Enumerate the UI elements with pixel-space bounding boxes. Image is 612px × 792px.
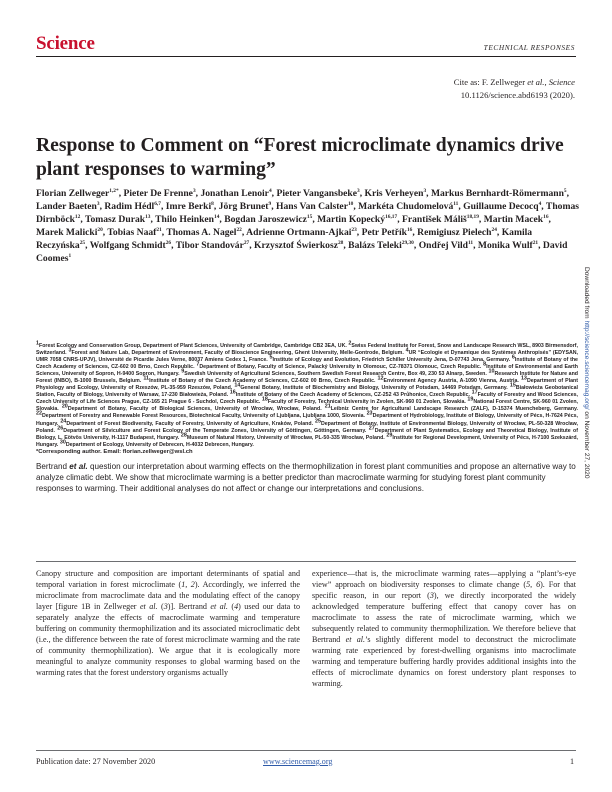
affiliation-number: 21 [324, 403, 331, 410]
author-affiliation-mark: 22 [236, 227, 242, 234]
author [276, 188, 359, 199]
cite-etal: et al. [527, 77, 545, 87]
affiliation-text: Department of Botany, Faculty of Science, Palacký University in Olomouc, CZ-78371 Olomouc, Czech Republic. [199, 364, 482, 371]
header-divider [36, 56, 576, 57]
author-name: Wolfgang Schmidt [89, 240, 166, 252]
section-divider [36, 561, 576, 562]
author-affiliation-mark: 27 [243, 240, 250, 247]
author-name: Markus Bernhardt-Römermann [430, 188, 564, 199]
author [200, 188, 271, 199]
body-text: ). For that specific reason, in our report ( [312, 580, 576, 601]
ref-link[interactable]: 3 [429, 591, 434, 601]
cite-journal: Science [548, 77, 575, 87]
body-text: , [530, 580, 537, 590]
publication-date: Publication date: 27 November 2020 [36, 757, 156, 766]
citation-block [454, 76, 575, 101]
author [358, 201, 458, 212]
affiliation [324, 403, 578, 413]
affiliation [143, 375, 376, 385]
affiliation [180, 431, 385, 441]
body-text: ), we directly incorporated the widely acknowledged temperature buffering effect that canopy cover has on macroclimate to assess the rate of microclimate warming, which we subsequently related to community thermophilization. We therefore believe that Bertrand [312, 591, 576, 645]
author [85, 214, 151, 225]
body-text: experience—that is, the microclimate warming rates—applying a “plant’s-eye view” approach on biodiversity responses to climate change ( [312, 569, 576, 590]
author-affiliation-mark: 1,2* [109, 187, 119, 194]
affiliation-number: 10 [488, 368, 495, 375]
author [417, 227, 497, 238]
author-name: Kamila Reczyńska [36, 227, 533, 252]
author-affiliation-mark: 26 [165, 240, 172, 247]
author [166, 201, 214, 212]
affiliation-number: 4 [405, 347, 409, 354]
body-text: ( [227, 602, 235, 612]
author [176, 240, 250, 251]
author-affiliation-mark: 6,7 [154, 200, 161, 207]
affiliation-text: Institute of Botany of the Czech Academy of Sciences, CZ-602 00 Brno, Czech Republic. [36, 357, 578, 371]
author-affiliation-mark: 11 [468, 240, 474, 247]
author-name: Thomas A. Nagel [166, 227, 237, 239]
author [484, 214, 549, 225]
author-affiliation-mark: 3 [357, 187, 360, 194]
author-name: Petr Petřík [361, 227, 407, 239]
author-name: Kris Verheyen [364, 188, 424, 199]
author-name: Balázs Teleki [348, 240, 402, 252]
affiliation-number: 9 [181, 368, 185, 375]
affiliation-text: Institute of Botany of the Czech Academy of Sciences, CZ-602 00 Brno, Czech Republic. [149, 378, 376, 385]
affiliation-text: Environment Agency Austria, A-1090 Vienna, Austria. [383, 378, 519, 385]
author-name: Monika Wulf [477, 240, 533, 252]
ref-link[interactable]: 5 [526, 580, 531, 590]
affiliation-text: Swedish University of Agricultural Sciences, Southern Swedish Forest Research Centre, Box 49, 230 53 Alnarp, Sweden. [184, 371, 487, 378]
affiliation-number: 27 [368, 424, 375, 431]
author-name: Tibor Standovár [175, 240, 244, 252]
author-name: Jonathan Lenoir [200, 188, 269, 199]
author-name: Martin Kopecký [317, 214, 386, 226]
affiliation-text: Forest and Nature Lab, Department of Environment, Faculty of Bioscience Engineering, Ghent University, Melle-Gontrode, Belgium. [71, 350, 404, 357]
abstract [36, 461, 576, 495]
author [219, 201, 272, 212]
affiliation [234, 382, 508, 392]
affiliation-number: 3 [68, 347, 72, 354]
ref-link[interactable]: 2 [190, 580, 195, 590]
affiliation-number: 28 [180, 431, 187, 438]
author-name: Thilo Heinken [155, 214, 215, 226]
science-logo: Science [36, 33, 95, 54]
affiliation-number: 24 [60, 417, 67, 424]
abstract-etal: et al. [69, 462, 88, 471]
author-affiliation-mark: 5 [563, 187, 567, 194]
affiliation-number: 13 [520, 375, 527, 382]
affiliation-number: 12 [377, 375, 384, 382]
body-text: ’s slightly different model to deconstruct the microclimate warming rate experienced by forest-dwelling organisms into macroclimate warming and temperature buffering hardly provides additional insights into the effects of microclimate dynamics on forest understory plant responses to warming. [312, 635, 577, 689]
author [224, 214, 312, 225]
author-affiliation-mark: 1 [68, 253, 72, 260]
author-name: Markéta Chudomelová [358, 201, 454, 213]
author-name: Tomasz Durak [84, 214, 146, 226]
author [36, 188, 119, 199]
author [478, 240, 538, 251]
affiliation-text: Department of Ecology, University of Debrecen, H-4032 Debrecen, Hungary. [65, 441, 254, 448]
affiliation-number: 8 [483, 361, 487, 368]
author-affiliation-mark: 9 [268, 200, 272, 207]
affiliation [60, 417, 314, 427]
author-name: Krzysztof Świerkosz [254, 240, 338, 252]
author [36, 201, 100, 212]
body-column-right [312, 568, 576, 690]
author-name: Guillaume Decocq [463, 201, 539, 213]
affiliation-number: 23 [366, 410, 373, 417]
author-name: Jörg Brunet [218, 201, 269, 213]
abstract-lead: Bertrand [36, 462, 70, 471]
affiliation-text: Leibniz Centre for Agricultural Landscape Research (ZALF), D-15374 Muencheberg, Germany. [330, 406, 578, 413]
abstract-rest: question our interpretation about warming effects on the thermophilization in forest plant communities and propose an alternative way to analyze climatic debt. We show that microclimate warming is a better predictor than macroclimate warming for studying forest plant community responses to warming. Their additional analyses do not affect or change our interpretations and conclusions. [36, 462, 576, 494]
author-affiliation-mark: 10 [347, 200, 354, 207]
affiliation-text: Białowieża Geobotanical Station, Faculty of Biology, University of Warsaw, 17-230 Białowieża, Poland. [36, 385, 578, 399]
author-name: Adrienne Ortmann-Ajkai [246, 227, 352, 239]
author-name: František Máliš [402, 214, 467, 226]
affiliation-number: 20 [61, 403, 68, 410]
author [124, 188, 196, 199]
body-column-left [36, 568, 300, 678]
author-affiliation-mark: 12 [74, 214, 81, 220]
affiliation [61, 403, 322, 413]
download-link[interactable]: http://science.sciencemag.org/ [583, 320, 590, 410]
author-affiliation-mark: 29,30 [401, 240, 414, 247]
affiliation [196, 361, 482, 371]
affiliation-text: Institute of Environmental and Earth Sciences, University of Sopron, H-9400 Sopron, Hungary. [36, 364, 578, 378]
affiliation-number: 26 [57, 424, 64, 431]
download-note-prefix: Downloaded from [583, 267, 590, 321]
body-text: , [185, 580, 191, 590]
author-name: Pieter Vangansbeke [276, 188, 358, 199]
affiliation-text: General Botany, Institute of Biochemistry and Biology, University of Potsdam, 14469 Potsdam, Germany. [240, 385, 508, 392]
author-affiliation-mark: 4 [268, 187, 272, 194]
author-name: Bogdan Jaroszewicz [224, 214, 307, 226]
affiliation-text: Institute of Ecology and Evolution, Friedrich Schiller University Jena, D-07743 Jena, Germany. [272, 357, 511, 364]
affiliation-text: Institute for Regional Development, University of Pécs, H-7100 Szekszárd, Hungary. [36, 434, 578, 448]
affiliation [36, 340, 347, 349]
affiliation-number: 16 [229, 389, 236, 396]
affiliation-text: Department of Hydrobiology, Institute of Biology, University of Pécs, H-7624 Pécs, Hungary. [36, 413, 578, 427]
author [431, 188, 567, 199]
cite-prefix: Cite as: F. Zellweger [453, 77, 528, 87]
affiliation-list [36, 340, 579, 449]
author-affiliation-mark: 11 [453, 200, 459, 207]
cite-doi: 10.1126/science.abd6193 (2020). [460, 89, 575, 100]
author-name: Remigiusz Pielech [417, 227, 492, 239]
affiliation-number: 2 [348, 340, 352, 347]
affiliation-number: 14 [234, 382, 241, 389]
author [419, 240, 473, 251]
affiliation-number: 22 [36, 410, 42, 417]
author-name: Martin Macek [483, 214, 544, 226]
author-affiliation-mark: 16 [543, 214, 549, 220]
affiliation-number: 5 [269, 354, 273, 361]
author-name: Tobias Naaf [107, 227, 157, 239]
author [254, 240, 343, 251]
author [348, 240, 414, 251]
author-affiliation-mark: 3 [192, 187, 196, 194]
affiliation-text: Department of Plant Systematics, Ecology and Theoretical Biology, Institute of Biology, L. Eötvös University, H-1117 Budapest, Hungary. [36, 427, 578, 441]
affiliation-text: Research Institute for Nature and Forest (INBO), B-1000 Brussels, Belgium. [36, 371, 579, 385]
author [107, 227, 161, 238]
author-affiliation-mark: 8 [211, 200, 214, 207]
author-name: Ondřej Vild [418, 240, 468, 252]
author [90, 240, 171, 251]
ref-link[interactable]: 6 [536, 580, 541, 590]
author [155, 214, 219, 225]
affiliation-number: 19 [467, 396, 474, 403]
affiliation-text: Department of Forest Biodiversity, Faculty of Forestry, University of Agriculture, Kraków, Poland. [66, 420, 314, 427]
body-etal: et al. [345, 635, 366, 645]
affiliation-number: 17 [471, 389, 478, 396]
author-name: Thomas Dirnböck [36, 201, 579, 226]
affiliation-text: Faculty of Forestry and Wood Sciences, Czech University of Life Sciences Prague, CZ-165 21 Prague 6 - Suchdol, Czech Republic. [36, 392, 578, 406]
author-affiliation-mark: 20 [97, 227, 103, 234]
affiliation-number: 25 [314, 417, 321, 424]
author-affiliation-mark: 4 [538, 200, 542, 207]
author [36, 227, 103, 238]
ref-link[interactable]: 1 [181, 580, 186, 590]
author [362, 227, 413, 238]
affiliation-number: 11 [143, 375, 150, 382]
affiliation [269, 354, 511, 364]
author-name: Lander Baeten [36, 201, 97, 213]
affiliation-text: Institute of Botany of the Czech Academy of Sciences, CZ-252 43 Průhonice, Czech Republic. [235, 392, 470, 399]
author [104, 201, 161, 212]
body-etal: et al. [139, 602, 158, 612]
cite-line [454, 76, 575, 89]
affiliation-number: 18 [261, 396, 268, 403]
page-number: 1 [569, 757, 574, 766]
author-name: Florian Zellweger [36, 188, 110, 199]
affiliation-text: UR “Ecologie et Dynamique des Systèmes Anthropisés” (EDYSAN, UMR 7058 CNRS-UPJV), Université de Picardie Jules Verne, 80037 Amiens Cedex 1, France. [36, 350, 578, 364]
body-text: )]. Bertrand [167, 602, 211, 612]
article-title: Response to Comment on “Forest microclimate dynamics drive plant responses to warming” [36, 135, 564, 180]
author-affiliation-mark: 14 [214, 214, 220, 220]
affiliation-text: Museum of Natural History, University of Wrocław, PL-50-335 Wrocław, Poland. [186, 434, 385, 441]
author-affiliation-mark: 23 [351, 227, 357, 234]
section-label: TECHNICAL RESPONSES [483, 43, 575, 52]
author-affiliation-mark: 16 [406, 227, 413, 234]
ref-link[interactable]: 4 [234, 602, 239, 612]
author-name: Pieter De Frenne [123, 188, 193, 199]
author [402, 214, 479, 225]
footer-divider [36, 750, 576, 751]
body-text: Canopy structure and composition are important determinants of spatial and temporal variation in forest microclimate ( [36, 569, 300, 590]
affiliation [68, 347, 404, 357]
affiliation-number: 29 [386, 431, 393, 438]
affiliation-text: Swiss Federal Institute for Forest, Snow and Landscape Research WSL, 8903 Birmensdorf, Switzerland. [36, 343, 578, 357]
affiliation [261, 396, 466, 406]
author-name: Marek Malicki [36, 227, 98, 239]
affiliation-text: Department of Botany, Institute of Environmental Biology, University of Wrocław, PL-50-328 Wrocław, Poland. [36, 420, 578, 434]
affiliation-number: 7 [196, 361, 200, 368]
author-name: Radim Hédl [104, 201, 155, 213]
author [365, 188, 427, 199]
author-affiliation-mark: 13 [145, 214, 151, 220]
author-affiliation-mark: 15 [306, 214, 313, 220]
author-affiliation-mark: 21 [156, 227, 162, 234]
author-affiliation-mark: 21 [532, 240, 539, 247]
author [276, 201, 353, 212]
body-text: ) used our data to separately analyze the effects of macroclimate warming and temperature buffering on community thermophilization and its associated microclimatic debt (i.e., the difference between the rate of forest microclimate warming and the rate of community thermophilization). We argue that it is ecologically more meaningful to analyze community responses to global warming based on the warming rates that the forest understory organisms actually [36, 602, 301, 678]
cite-sep: , [544, 77, 549, 87]
journal-url-link[interactable]: www.sciencemag.org [263, 757, 333, 766]
author-affiliation-mark: 28 [337, 240, 344, 247]
affiliation-number: 15 [509, 382, 516, 389]
affiliation-text: National Forest Centre, SK-960 01 Zvolen, Slovakia. [36, 399, 578, 413]
author-affiliation-mark: 3 [96, 200, 100, 207]
author-affiliation-mark: 16,17 [385, 214, 398, 220]
author [463, 201, 541, 212]
affiliation-text: Department of Silviculture and Forest Ecology of the Temperate Zones, University of Göttingen, Göttingen, Germany. [63, 427, 367, 434]
download-note [583, 267, 590, 479]
author-affiliation-mark: 25 [79, 240, 86, 247]
affiliation-text: Department of Plant Physiology and Ecology, University of Rzeszów, PL-35-959 Rzeszów, Poland. [36, 378, 578, 392]
affiliation-number: 1 [36, 340, 39, 347]
body-text: ). Accordingly, we inferred the microclimate from macroclimate data and the modulating effect of the canopy layer [figure 1B in Zellweger [36, 580, 300, 612]
corresponding-author: *Corresponding author. Email: florian.zellweger@wsl.ch [36, 449, 193, 455]
author [246, 227, 357, 238]
author-affiliation-mark: 18,19 [466, 214, 479, 220]
affiliation-number: 6 [511, 354, 515, 361]
author [166, 227, 241, 238]
affiliation-text: Faculty of Forestry, Technical University in Zvolen, SK-960 01 Zvolen, Slovakia. [267, 399, 466, 406]
affiliation-text: Department of Botany, Faculty of Biological Sciences, University of Wrocław, Wrocław, Poland. [67, 406, 322, 413]
affiliation [181, 368, 487, 378]
ref-link[interactable]: 3 [163, 602, 168, 612]
author-affiliation-mark: 24 [491, 227, 497, 234]
affiliation-number: 30 [59, 438, 66, 445]
author-name: Imre Berki [165, 201, 212, 213]
affiliation-text: Forest Ecology and Conservation Group, Department of Plant Sciences, University of Cambridge, Cambridge CB2 3EA, UK. [39, 343, 347, 349]
affiliation-text: Department of Forestry and Renewable Forest Resources, Biotechnical Faculty, University of Ljubljana, Ljubljana 1000, Slovenia. [42, 413, 365, 420]
affiliation [59, 438, 254, 448]
download-note-suffix: on November 27, 2020 [583, 409, 590, 479]
author-list: Florian Zellweger$^{1,2*}$, Pieter De Frenne$^3$, Jonathan Lenoir$^4$, Pieter Vangansbeke$^3$, Kris Verheyen$^3$, Markus Bernhardt-Römermann$^5$, Lander Baeten$^3$, Radim Hédl$^{6,7}$, Imre Berki$^8$, Jörg Brunet$^9$, Hans Van Calster$^{10}$, Markéta Chudomelová$^{11}$, Guillaume Decocq$^4$, Thomas Dirnböck$^{12}$, Tomasz Durak$^{13}$, Thilo Heinken$^{14}$, Bogdan Jaroszewicz$^{15}$, Martin Kopecký$^{16,17}$, František Máliš$^{18,19}$, Martin Macek$^{16}$, Marek Malicki$^{20}$, Tobias Naaf$^{21}$, Thomas A. Nagel$^{22}$, Adrienne Ortmann-Ajkai$^{23}$, Petr Petřík$^{16}$, Remigiusz Pielech$^{24}$, Kamila Reczyńska$^{25}$, Wolfgang Schmidt$^{26}$, Tibor Standovár$^{27}$, Krzysztof Świerkosz$^{28}$, Balázs Teleki$^{29,30}$, Ondřej Vild$^{11}$, Monika Wulf$^{21}$, David Coomes$^1$ [36, 187, 579, 265]
author-name: Hans Van Calster [275, 201, 348, 213]
author-affiliation-mark: 3 [423, 187, 427, 194]
affiliation [377, 375, 519, 385]
body-text: ( [157, 602, 164, 612]
author-name: David Coomes [36, 240, 568, 265]
affiliation [57, 424, 367, 434]
author [317, 214, 397, 225]
body-etal: et al. [210, 602, 228, 612]
